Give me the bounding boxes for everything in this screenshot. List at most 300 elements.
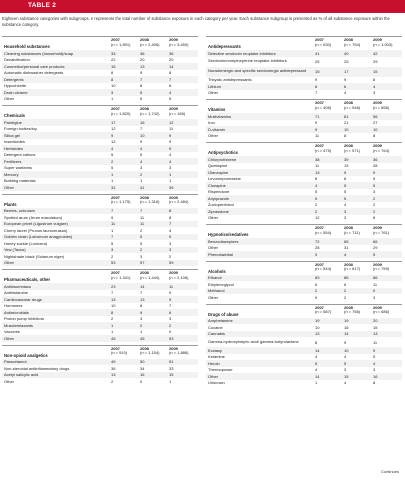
row-value: 5 [169,96,172,102]
year-n-count: (n = 166) [169,110,186,116]
row-value: 1 [140,329,143,335]
year-column-header [315,38,344,48]
row-value: 5 [140,152,143,158]
row-value: 7 [111,208,114,214]
section-rows [2,119,198,191]
row-value: 36 [140,50,145,56]
year-column-header [169,347,198,357]
row-value: 39 [169,184,174,190]
row-label: Antihistamine [4,290,29,296]
table-row [206,347,402,354]
row-value: 2 [373,208,376,214]
row-value: 9 [169,296,172,302]
table-section [2,105,198,191]
row-value: 11 [373,339,378,345]
row-value: 8 [373,380,376,386]
row-value: 5 [111,152,114,158]
table-row [2,335,198,342]
row-value: 2 [111,253,114,259]
row-label: Antiinsomniacs [4,283,31,289]
row-value: 3 [169,240,172,246]
row-value: 6 [344,281,347,287]
row-value: 1 [169,378,172,384]
section-rows [206,275,402,301]
row-value: 53 [111,260,116,266]
year-column-header [111,107,140,117]
row-value: 9 [373,169,376,175]
row-value: 50 [140,359,145,365]
year-n-count: (n = 548) [344,104,361,110]
row-value: 15 [373,324,378,330]
table-row [2,322,198,329]
row-value: 9 [140,139,143,145]
row-value: 45 [140,335,145,341]
row-value: 2 [169,322,172,328]
row-value: 2 [315,208,318,214]
table-row [206,195,402,202]
row-value: 29 [373,245,378,251]
row-label: Other [208,215,219,221]
row-value: 13 [315,331,320,337]
table-row [2,184,198,191]
year-label: 2008 [344,225,353,230]
row-value: 61 [344,113,349,119]
row-value: 59 [169,260,174,266]
year-column-header [169,107,198,117]
row-value: 27 [373,120,378,126]
year-n-count: (n = 2,406) [140,41,160,47]
row-value: 13 [140,63,145,69]
row-label: Clozapine [208,182,226,188]
row-value: 8 [315,176,318,182]
row-label: Tricyclic antidepressants [208,77,252,83]
year-label: 2007 [315,261,324,267]
section-rows [2,283,198,342]
row-value: 3 [373,367,376,373]
row-value: 2 [140,322,143,328]
row-value: 38 [315,156,320,162]
year-n-count: (n = 544) [315,266,332,272]
section-rows [206,50,402,96]
row-value: 14 [169,63,174,69]
row-label: D-vitamin [208,126,225,132]
row-value: 8 [111,309,114,315]
row-value: 5 [373,251,376,257]
table-row [206,50,402,57]
section-name: Pharmaceuticals, other [4,277,51,282]
row-value: 19 [344,163,349,169]
table-row [2,234,198,241]
year-label: 2009 [169,37,178,42]
row-value: 19 [315,318,320,324]
table-row [206,169,402,176]
year-label: 2008 [140,270,149,275]
row-label: Proton pump inhibitors [4,316,45,322]
row-value: 1 [169,171,172,177]
table-row [206,57,402,67]
row-value: 9 [344,77,347,83]
section-header [206,37,402,50]
row-value: 14 [344,331,349,337]
row-value: 36 [111,365,116,371]
row-value: 4 [344,202,347,208]
year-label: 2007 [315,37,324,42]
year-column-header [373,144,402,154]
row-value: 2 [169,253,172,259]
row-value: 15 [344,373,349,379]
section-name: Plants [4,201,17,207]
row-value: 20 [373,318,378,324]
year-column-header [111,196,140,206]
row-value: 2 [140,227,143,233]
section-rows [206,238,402,258]
table-row [206,189,402,196]
row-value: 3 [373,90,376,96]
row-label: Hypochlorite [4,83,27,89]
row-label: Mercury [4,171,19,177]
row-value: 7 [315,90,318,96]
year-column-header [344,101,373,111]
row-value: 31 [111,184,116,190]
row-value: 8 [169,214,172,220]
row-value: 8 [373,133,376,139]
row-value: 11 [169,126,174,132]
row-value: 11 [315,133,320,139]
row-value: 33 [111,50,116,56]
row-value: 5 [373,354,376,360]
row-label: Other [4,184,15,190]
row-value: 9 [344,169,347,175]
row-label: Ethanol [208,275,222,281]
row-value: 10 [344,126,349,132]
year-label: 2008 [344,100,353,105]
table-row [206,324,402,331]
section-header [2,37,198,50]
year-column-header [140,347,169,357]
row-label: Building materials [4,178,36,184]
row-value: 5 [315,360,318,366]
row-value: 5 [169,145,172,151]
row-value: 7 [169,221,172,227]
row-value: 7 [140,126,143,132]
row-value: 41 [315,50,320,56]
section-name: Antipsychotics [208,150,239,155]
year-column-header [344,306,373,316]
year-label: 2008 [140,37,149,42]
table-section [206,36,402,96]
row-label: Iron [208,120,215,126]
table-row [2,126,198,133]
table-row [2,214,198,221]
row-value: 9 [373,347,376,353]
year-n-count: (n = 1,742) [140,110,160,116]
year-column-header [373,101,402,111]
row-value: 8 [140,83,143,89]
row-value: 7 [140,290,143,296]
section-header [206,305,402,318]
table-row [2,76,198,83]
row-value: 86 [373,275,378,281]
row-value: 8 [140,303,143,309]
row-value: 20 [169,57,174,63]
row-value: 5 [373,176,376,182]
year-n-count: (n = 554) [315,229,332,235]
table-row [2,247,198,254]
row-value: 0 [169,329,172,335]
row-value: 25 [344,59,349,64]
year-label: 2007 [111,106,120,111]
row-label: Serotonin/norepinephrine reuptake inhibitors [208,59,287,64]
row-value: 5 [140,96,143,102]
table-section [206,142,402,221]
row-label: European privet (Ligustrum vulgare) [4,221,68,227]
row-label: Other [4,378,15,384]
row-value: 8 [315,339,318,345]
row-value: 5 [169,234,172,240]
table-section [2,36,198,102]
row-value: 41 [140,184,145,190]
row-label: Benzodiazepines [208,238,239,244]
row-label: Cannabis [208,331,225,337]
row-value: 4 [169,152,172,158]
table-section [2,345,198,385]
row-value: 6 [315,281,318,287]
row-value: 0 [315,251,318,257]
row-value: 1 [315,380,318,386]
year-label: 2008 [344,304,353,310]
row-value: 0 [373,288,376,294]
section-rows [206,318,402,387]
row-value: 14 [140,283,145,289]
year-n-count: (n = 571) [344,147,361,153]
table-row [206,281,402,288]
row-value: 56 [373,113,378,119]
row-label: Yew (Taxus) [4,247,26,253]
table-row [2,283,198,290]
year-n-count: (n = 617) [344,266,361,272]
table-row [2,139,198,146]
row-value: 13 [111,296,116,302]
row-value: 7 [140,76,143,82]
row-value: 8 [373,215,376,221]
year-column-header [373,263,402,273]
row-value: 33 [169,365,174,371]
row-value: 1 [111,227,114,233]
row-label: Multivitamins [208,113,232,119]
row-label: Insecticides [4,139,25,145]
row-value: 1 [111,329,114,335]
year-n-count: (n = 630) [315,41,332,47]
table-row [206,331,402,338]
table-row [206,182,402,189]
left-column [2,36,198,388]
row-value: 21 [344,120,349,126]
row-value: 13 [111,372,116,378]
table-row [2,132,198,139]
row-label: Berries, unknown [4,208,35,214]
row-value: 3 [169,165,172,171]
year-n-count: (n = 856) [373,104,390,110]
year-column-header [111,347,140,357]
row-value: 8 [169,70,172,76]
row-value: 4 [373,83,376,89]
row-value: 10 [315,324,320,330]
row-value: 13 [140,296,145,302]
year-column-header [315,263,344,273]
row-value: 17 [344,69,349,74]
year-column-header [140,38,169,48]
row-value: 8 [111,70,114,76]
section-rows [206,156,402,221]
row-value: 4 [140,145,143,151]
row-value: 23 [111,283,116,289]
table-row [2,309,198,316]
row-label: Golden chain (Laburnum anagyroides) [4,234,73,240]
year-label: 2007 [315,100,324,105]
row-value: 8 [344,176,347,182]
table-row [2,145,198,152]
table-row [206,238,402,245]
table-row [2,372,198,379]
year-label: 2007 [111,37,120,42]
row-value: 9 [169,139,172,145]
table-row [206,354,402,361]
section-name: Drugs of abuse [208,311,239,317]
row-value: 8 [111,76,114,82]
row-label: Automatic dishwasher detergents [4,70,64,76]
table-row [2,329,198,336]
row-value: 5 [373,182,376,188]
section-header [206,100,402,113]
row-label: Levomepromazine [208,176,241,182]
row-label: Cardiovascular drugs [4,296,42,302]
table-row [2,260,198,267]
row-value: 3 [111,247,114,253]
row-value: 1 [111,171,114,177]
row-value: 4 [169,227,172,233]
year-n-count: (n = 406) [315,104,332,110]
row-value: 4 [344,354,347,360]
year-n-count: (n = 1,154) [140,350,160,356]
table-row [2,303,198,310]
row-value: 9 [315,120,318,126]
row-value: 4 [169,89,172,95]
row-value: 16 [344,324,349,330]
year-column-header [344,263,373,273]
year-column-header [315,101,344,111]
table-row [2,96,198,103]
year-column-header [315,306,344,316]
row-label: Quetiapine [208,163,228,169]
row-value: 3 [373,294,376,300]
row-label: Chlorprothixene [208,156,237,162]
row-label: Lithium [208,83,221,89]
row-value: 1 [111,96,114,102]
year-n-count: (n = 759) [373,266,390,272]
year-label: 2009 [169,194,178,200]
row-value: 0 [140,378,143,384]
table-row [2,70,198,77]
table-row [2,63,198,70]
row-value: 6 [315,83,318,89]
row-label: Phenobarbital [208,251,233,257]
row-label: Zuclopenthixol [208,202,234,208]
row-value: 15 [373,69,378,74]
table-row [206,113,402,120]
row-label: Gamma-hydroxybutyric acid/ gamma-butyrolactone [208,339,299,344]
row-value: 36 [169,50,174,56]
row-value: 4 [140,158,143,164]
row-value: 57 [140,260,145,266]
row-value: 3 [373,189,376,195]
row-label: Non-steroidal antiinflammatory drugs [4,365,70,371]
row-value: 83 [315,275,320,281]
row-value: 1 [140,178,143,184]
row-value: 2 [140,171,143,177]
year-label: 2008 [140,345,149,351]
row-value: 2 [373,202,376,208]
row-value: 5 [140,234,143,240]
year-n-count: (n = 1,003) [373,41,393,47]
row-label: Methanol [208,288,225,294]
row-label: Cocaine [208,324,223,330]
table-row [206,208,402,215]
table-row [2,50,198,57]
table-row [2,208,198,215]
table-row [2,89,198,96]
table-row [206,373,402,380]
table-row [206,337,402,347]
section-name: Antidepressants [208,44,241,49]
row-value: 19 [344,318,349,324]
row-label: Heroin [208,360,220,366]
row-value: 3 [140,316,143,322]
row-value: 36 [373,156,378,162]
row-label: Other [4,260,15,266]
row-label: Detergents [4,76,24,82]
row-value: 4 [315,354,318,360]
year-label: 2007 [111,270,120,275]
row-value: 2 [373,195,376,201]
row-label: Other [4,96,15,102]
year-n-count: (n = 1,886) [169,350,189,356]
row-label: Cherry laurel (Prunus laurocerasus) [4,227,68,233]
row-value: 22 [111,57,116,63]
row-value: 42 [373,50,378,56]
row-value: 4 [169,158,172,164]
row-value: 2 [111,316,114,322]
year-label: 2009 [169,345,178,351]
row-value: 2 [315,202,318,208]
row-value: 5 [344,360,347,366]
row-value: 11 [140,214,145,220]
row-label: Other [208,294,219,300]
section-header [206,262,402,275]
table-row [2,165,198,172]
table-section [206,304,402,387]
row-value: 5 [344,195,347,201]
row-label: Vaccines [4,329,20,335]
row-label: Decalcification [4,57,30,63]
row-value: 15 [169,372,174,378]
year-label: 2008 [140,194,149,200]
table-row [206,126,402,133]
row-label: Amphetamine [208,318,233,324]
row-value: 9 [344,339,347,345]
row-label: Ketamine [208,354,225,360]
row-value: 7 [169,76,172,82]
table-row [2,221,198,228]
